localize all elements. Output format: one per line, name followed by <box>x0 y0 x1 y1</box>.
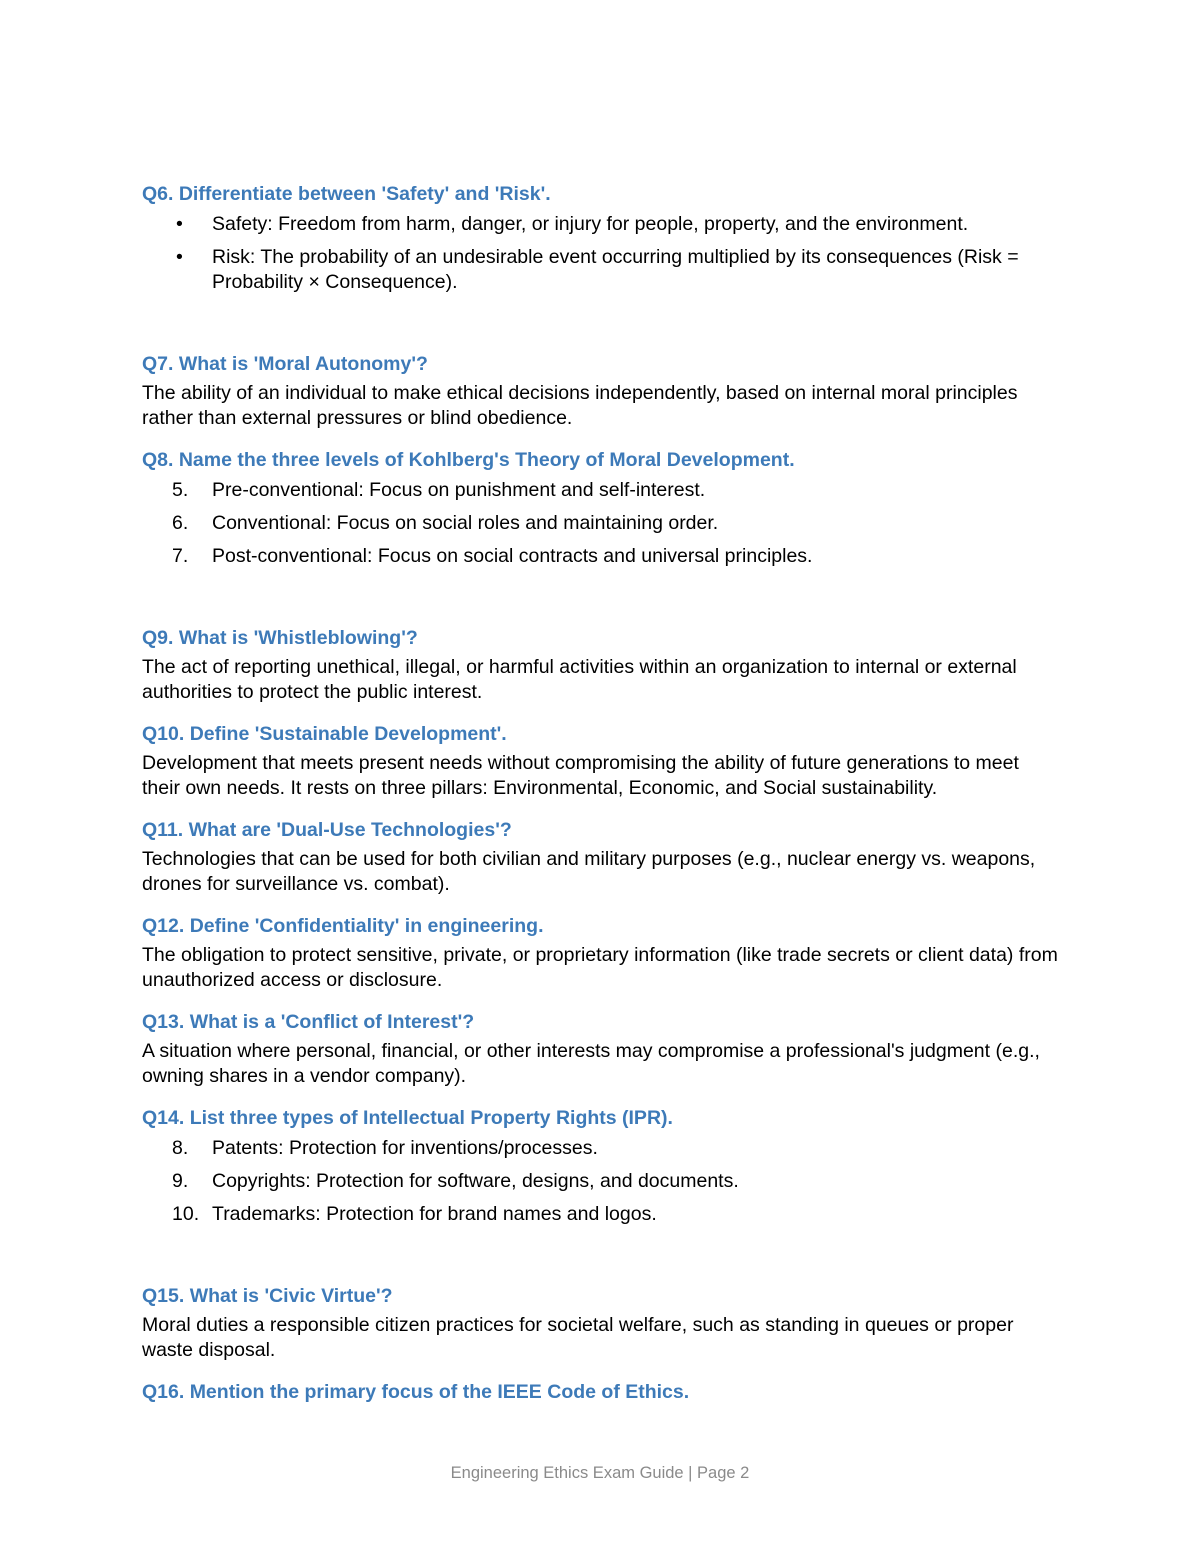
list-item-text: Conventional: Focus on social roles and maintaining order. <box>212 512 719 534</box>
answer-text-q11: Technologies that can be used for both civilian and military purposes (e.g., nuclear energy vs. weapons, drones for surveillance vs. combat). <box>142 848 1036 895</box>
list-item-text: Trademarks: Protection for brand names and logos. <box>212 1203 657 1225</box>
question-heading-q16: Q16. Mention the primary focus of the IEEE Code of Ethics. <box>142 1381 690 1403</box>
page-content <box>142 181 1062 1405</box>
page-footer: Engineering Ethics Exam Guide | Page 2 <box>450 1464 750 1482</box>
list-item-text: Risk: The probability of an undesirable event occurring multiplied by its consequences (Risk = Probability × Consequence). <box>212 246 1019 293</box>
list-item <box>142 1169 1062 1194</box>
bullet-marker: • <box>176 213 183 235</box>
answer-text-q12: The obligation to protect sensitive, private, or proprietary information (like trade secrets or client data) from unauthorized access or disclosure. <box>142 944 1058 991</box>
answer-text-q15: Moral duties a responsible citizen practices for societal welfare, such as standing in queues or proper waste disposal. <box>142 1314 1014 1361</box>
list-item <box>142 245 1062 295</box>
question-heading-q12: Q12. Define 'Confidentiality' in engineering. <box>142 915 544 937</box>
numbered-list-q14 <box>142 1136 1062 1227</box>
list-item <box>142 1136 1062 1161</box>
question-heading-q8: Q8. Name the three levels of Kohlberg's Theory of Moral Development. <box>142 449 795 471</box>
question-heading-q15: Q15. What is 'Civic Virtue'? <box>142 1285 393 1307</box>
list-item-text: Copyrights: Protection for software, designs, and documents. <box>212 1170 739 1192</box>
answer-text-q10: Development that meets present needs without compromising the ability of future generations to meet their own needs. It rests on three pillars: Environmental, Economic, and Social sustainability. <box>142 752 1019 799</box>
question-heading-q6: Q6. Differentiate between 'Safety' and 'Risk'. <box>142 183 551 205</box>
list-item-text: Pre-conventional: Focus on punishment and self-interest. <box>212 479 706 501</box>
question-heading-q13: Q13. What is a 'Conflict of Interest'? <box>142 1011 475 1033</box>
list-number: 6. <box>172 512 189 534</box>
list-item <box>142 212 1062 237</box>
bullet-marker: • <box>176 246 183 268</box>
list-number: 7. <box>172 545 189 567</box>
question-heading-q10: Q10. Define 'Sustainable Development'. <box>142 723 507 745</box>
list-number: 8. <box>172 1137 189 1159</box>
answer-text-q9: The act of reporting unethical, illegal, or harmful activities within an organization to internal or external authorities to protect the public interest. <box>142 656 1017 703</box>
question-heading-q7: Q7. What is 'Moral Autonomy'? <box>142 353 428 375</box>
list-number: 10. <box>172 1203 200 1225</box>
list-item-text: Post-conventional: Focus on social contracts and universal principles. <box>212 545 813 567</box>
bullet-list-q6 <box>142 212 1062 295</box>
question-heading-q9: Q9. What is 'Whistleblowing'? <box>142 627 418 649</box>
list-item <box>142 478 1062 503</box>
numbered-list-q8 <box>142 478 1062 569</box>
list-number: 5. <box>172 479 189 501</box>
list-item <box>142 544 1062 569</box>
question-heading-q11: Q11. What are 'Dual-Use Technologies'? <box>142 819 512 841</box>
answer-text-q7: The ability of an individual to make ethical decisions independently, based on internal moral principles rather than external pressures or blind obedience. <box>142 382 1018 429</box>
list-item <box>142 511 1062 536</box>
question-heading-q14: Q14. List three types of Intellectual Property Rights (IPR). <box>142 1107 673 1129</box>
list-item-text: Patents: Protection for inventions/processes. <box>212 1137 598 1159</box>
list-item-text: Safety: Freedom from harm, danger, or injury for people, property, and the environment. <box>212 213 969 235</box>
answer-text-q13: A situation where personal, financial, or other interests may compromise a professional's judgment (e.g., owning shares in a vendor company). <box>142 1040 1040 1087</box>
list-number: 9. <box>172 1170 189 1192</box>
list-item <box>142 1202 1062 1227</box>
